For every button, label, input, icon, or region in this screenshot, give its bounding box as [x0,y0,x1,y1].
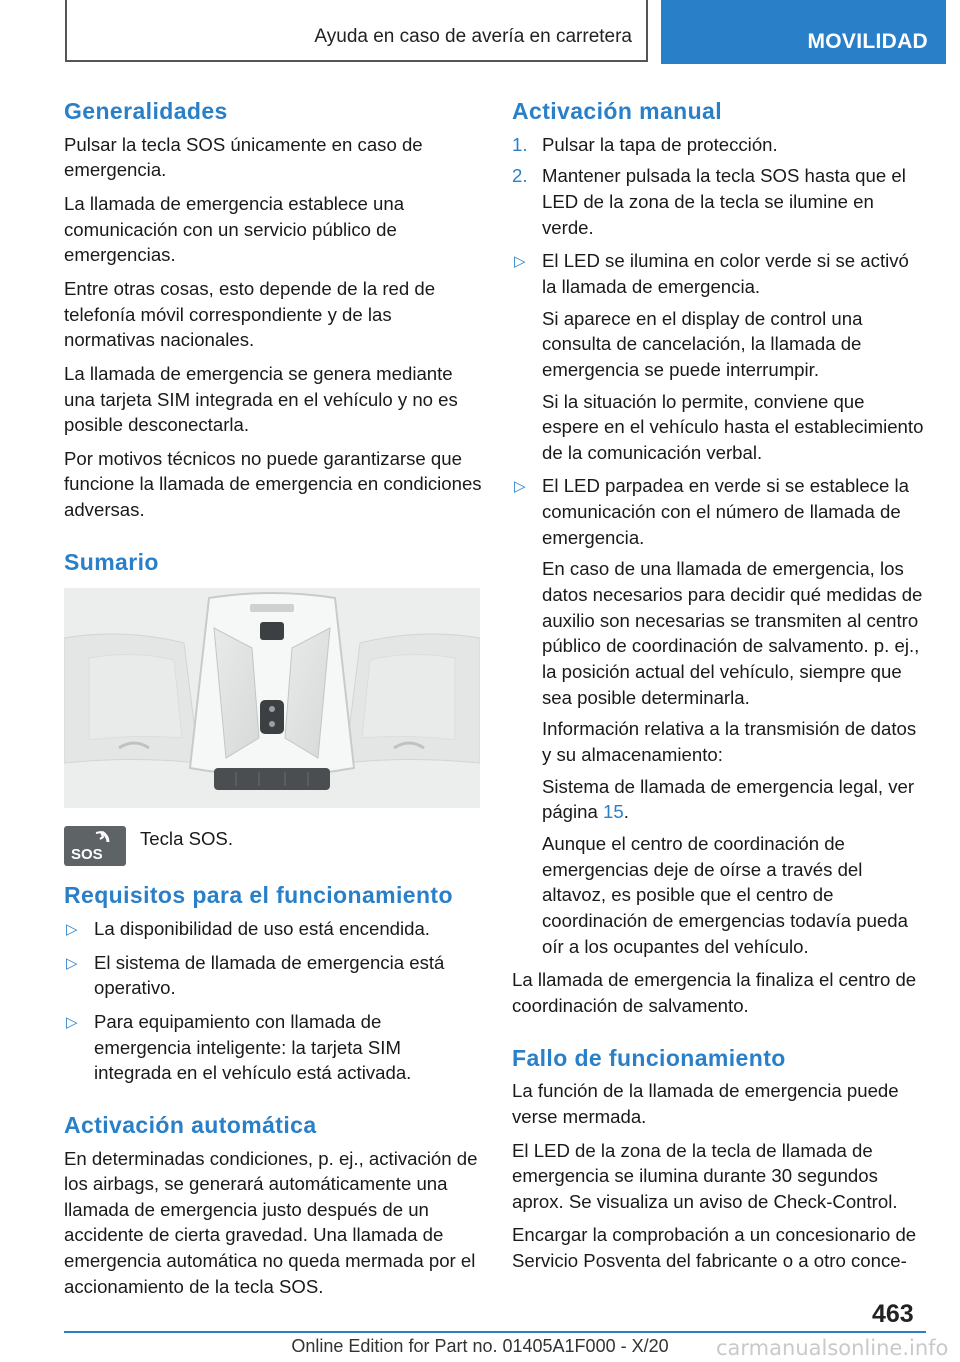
sub-paragraph: Información relativa a la transmisión de datos y su almacenamiento: [542,718,917,766]
sos-key-legend [64,826,482,866]
overhead-console-image [64,588,480,808]
footer-divider [64,1331,926,1333]
step-item [512,163,926,240]
sub-paragraph: En caso de una llamada de emergencia, los datos necesarios para decidir qué medidas de auxilio son necesarias se transmiten al centro público de coordinación de salvamento. p. ej., la posición actual del vehículo, siempre que sea posible determinarla. [542,558,923,708]
triangle-bullet-icon: ▷ [66,953,78,972]
paragraph: La llamada de emergencia la finaliza el centro de coordinación de salvamento. [512,969,917,1016]
sos-key-caption: Tecla SOS. [140,828,234,850]
page-reference-link[interactable]: 15 [603,801,624,823]
heading-requisitos: Requisitos para el funcionamiento [64,882,453,909]
step-item [512,132,926,158]
paragraph: La llamada de emergencia establece una comunicación con un servicio público de emergencias. [64,192,405,266]
header-title-box [65,0,648,62]
heading-fallo: Fallo de funcionamiento [512,1044,786,1071]
page-number: 463 [872,1300,914,1328]
sub-paragraph: Aunque el centro de coordinación de emergencias deje de oírse a través del altavoz, es posible que el centro de coordinación de emergencias todavía pueda oír a los ocupantes del vehículo. [542,833,908,957]
requisitos-list [64,916,482,1086]
paragraph: Encargar la comprobación a un concesionario de Servicio Posventa del fabricante o a otro conce- [512,1224,917,1272]
footer-edition: Online Edition for Part no. 01405A1F000 - X/20 [291,1336,669,1356]
sub-paragraph: Si aparece en el display de control una consulta de cancelación, la llamada de emergencia se puede interrumpir. [542,307,863,380]
list-item [64,916,482,942]
step-text: Pulsar la tapa de protección. [542,133,778,155]
heading-activacion-automatica: Activación automática [64,1111,317,1138]
header-title: Ayuda en caso de avería en carretera [314,26,632,47]
left-column [64,98,482,1307]
step-text: Mantener pulsada la tecla SOS hasta que el LED de la zona de la tecla se ilumine en verde. [542,165,906,238]
right-column [512,98,926,1282]
list-item-text: La disponibilidad de uso está encendida. [94,917,430,939]
paragraph: Entre otras cosas, esto depende de la red de telefonía móvil correspondiente y de las normativas nacionales. [64,277,436,351]
paragraph: La función de la llamada de emergencia puede verse mermada. [512,1080,899,1127]
watermark: carmanualsonline.info [712,1336,948,1360]
triangle-bullet-icon: ▷ [66,1012,78,1031]
list-item [512,248,926,465]
header-section-tab[interactable] [661,0,946,64]
heading-activacion-manual: Activación manual [512,98,723,124]
overhead-console-illustration [64,588,480,808]
page-reference-text: Sistema de llamada de emergencia legal, ver página [542,775,915,823]
sos-icon-text: SOS [71,846,103,864]
sos-button-icon [64,826,126,866]
list-item-text: Para equipamiento con llamada de emergencia inteligente: la tarjeta SIM integrada en el vehículo está activada. [94,1010,412,1084]
manual-steps [512,132,926,241]
list-item [64,950,482,1001]
paragraph: La llamada de emergencia se genera mediante una tarjeta SIM integrada en el vehículo y no es posible desconectarla. [64,362,458,436]
heading-generalidades: Generalidades [64,98,228,124]
list-item-text: El LED parpadea en verde si se establece la comunicación con el número de llamada de emergencia. [542,475,909,548]
triangle-bullet-icon: ▷ [514,477,526,496]
list-item-text: El LED se ilumina en color verde si se activó la llamada de emergencia. [542,250,909,297]
list-item-text: El sistema de llamada de emergencia está operativo. [94,951,445,999]
manual-outcomes-list [512,248,926,959]
sub-paragraph [542,774,926,825]
list-item [512,473,926,959]
list-item [64,1009,482,1086]
paragraph: Pulsar la tecla SOS únicamente en caso de emergencia. [64,133,423,181]
triangle-bullet-icon: ▷ [66,919,78,938]
triangle-bullet-icon: ▷ [514,252,526,271]
heading-sumario: Sumario [64,548,159,575]
sub-paragraph: Si la situación lo permite, conviene que espere en el vehículo hasta el establecimiento de la comunicación verbal. [542,390,924,463]
paragraph: En determinadas condiciones, p. ej., activación de los airbags, se generará automáticamente una llamada de emergencia justo después de un accidente de cierta gravedad. Una llamada de emergencia automática no queda mermada por el accionamiento de la tecla SOS. [64,1147,478,1297]
step-number: 2. [512,165,528,187]
page-reference-suffix: . [623,801,629,823]
header-section-label: MOVILIDAD [807,30,928,53]
paragraph: El LED de la zona de la tecla de llamada de emergencia se ilumina durante 30 segundos aprox. Se visualiza un aviso de Check-Control. [512,1139,898,1212]
paragraph: Por motivos técnicos no puede garantizarse que funcione la llamada de emergencia en condiciones adversas. [64,447,482,521]
step-number: 1. [512,133,528,155]
